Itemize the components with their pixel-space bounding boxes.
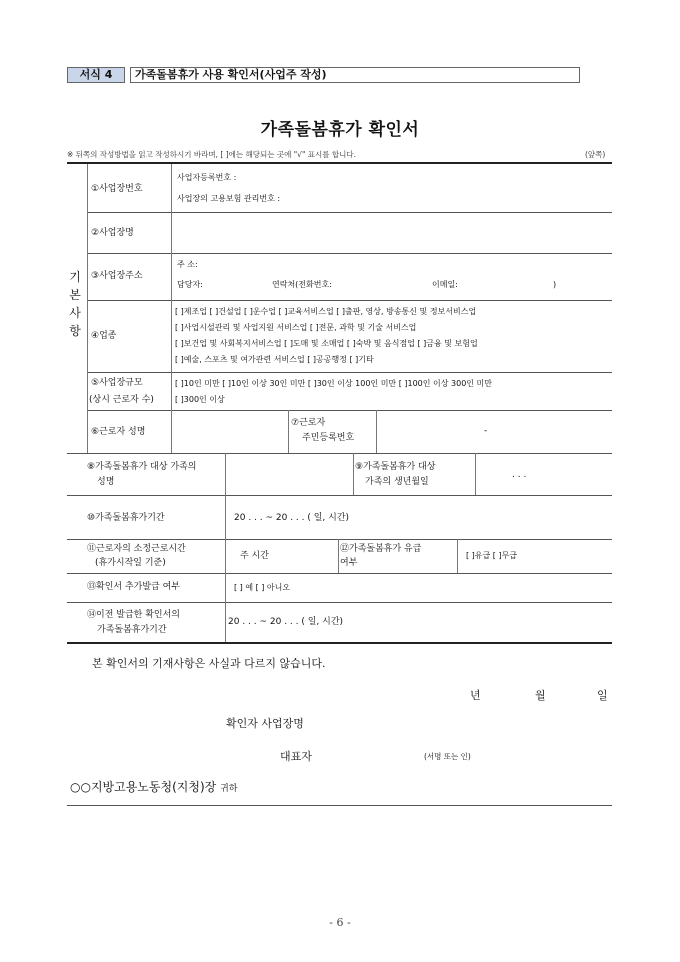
date-day[interactable]: 일 [597,689,608,702]
confirmation-statement: 본 확인서의 기재사항은 사실과 다르지 않습니다. [92,657,326,670]
form-number: 서식 4 [67,67,125,83]
manager-field[interactable]: 담당자: [177,280,203,289]
leave-period-label: ⑩가족돌봄휴가기간 [87,513,165,523]
divider [376,410,377,453]
business-registration-field[interactable]: 사업자등록번호 : [177,173,237,182]
industry-options-line[interactable]: [ ]예술, 스포츠 및 여가관련 서비스업 [ ]공공행정 [ ]기타 [175,355,374,364]
paid-status-options[interactable]: [ ]유급 [ ]무급 [466,551,518,560]
page-side-label: (앞쪽) [585,150,606,159]
representative-label: 대표자 [280,750,312,763]
worker-rrn-field[interactable]: - [484,426,488,436]
workplace-name-label: ②사업장명 [91,228,134,238]
divider [171,164,172,453]
email-field[interactable]: 이메일: [432,280,458,289]
family-name-sublabel: 성명 [97,477,115,487]
divider [338,539,339,573]
basic-info-side-label: 기 본 사 항 [69,270,81,338]
divider [353,453,354,495]
leave-period-field[interactable]: 20 . . . ~ 20 . . . ( 일, 시간) [234,513,350,523]
page-number: - 6 - [329,916,351,929]
divider [67,539,612,540]
worker-rrn-sublabel: 주민등록번호 [302,433,355,443]
industry-options-line[interactable]: [ ]제조업 [ ]건설업 [ ]운수업 [ ]교육서비스업 [ ]출판, 영상, 방송통신 및 정보서비스업 [175,307,477,316]
workplace-size-sublabel: (상시 근로자 수) [89,395,154,405]
divider [288,410,289,453]
worker-name-field[interactable] [175,414,283,448]
previous-period-sublabel: 가족돌봄휴가기간 [97,625,167,635]
worker-name-label: ⑥근로자 성명 [91,427,146,437]
workplace-number-label: ①사업장번호 [91,184,143,194]
workplace-size-options[interactable]: [ ]10인 미만 [ ]10인 이상 30인 미만 [ ]30인 이상 100인 미만 [ ]100인 이상 300인 미만 [175,379,493,388]
family-name-field[interactable] [229,457,349,491]
family-dob-label: ⑨가족돌봄휴가 대상 [355,462,436,472]
instruction-note: ※ 뒤쪽의 작성방법을 읽고 작성하시기 바라며, [ ]에는 해당되는 곳에 "√" 표시를 합니다. [67,150,357,159]
date-month[interactable]: 월 [535,689,546,702]
divider [67,453,612,454]
addressee [70,778,237,795]
divider [67,495,612,496]
previous-period-field[interactable]: 20 . . . ~ 20 . . . ( 일, 시간) [228,617,344,627]
paid-status-label: ⑫가족돌봄휴가 유급 [340,544,422,554]
industry-options-line[interactable]: [ ]보건업 및 사회복지서비스업 [ ]도매 및 소매업 [ ]숙박 및 음식점업 [ ]금융 및 보험업 [175,339,478,348]
industry-options-line[interactable]: [ ]사업시설관리 및 사업지원 서비스업 [ ]전문, 과학 및 기술 서비스업 [175,323,417,332]
divider [225,453,226,642]
signature-note[interactable]: (서명 또는 인) [424,752,471,761]
page-title: 가족돌봄휴가 확인서 [260,120,420,140]
contact-field[interactable]: 연락처(전화번호: [272,280,332,289]
divider [87,164,88,453]
prescribed-hours-sublabel: (휴가시작일 기준) [95,558,166,568]
insurance-number-field[interactable]: 사업장의 고용보험 관리번호 : [177,194,281,203]
issuer-workplace-label: 확인자 사업장명 [226,717,304,730]
workplace-size-label: ⑤사업장규모 [91,378,143,388]
workplace-name-field[interactable] [175,216,605,248]
family-dob-sublabel: 가족의 생년월일 [365,477,429,487]
date-year[interactable]: 년 [470,689,481,702]
worker-rrn-label: ⑦근로자 [291,418,326,428]
family-dob-field[interactable]: . . . [512,470,527,480]
additional-issue-label: ⑬확인서 추가발급 여부 [87,582,180,592]
divider [87,300,612,301]
divider [457,539,458,573]
footer-line [67,805,612,806]
workplace-address-label: ③사업장주소 [91,271,143,281]
additional-issue-options[interactable]: [ ] 예 [ ] 아니오 [234,583,291,592]
divider [475,453,476,495]
previous-period-label: ⑭이전 발급한 확인서의 [87,610,180,620]
divider [87,253,612,254]
form-header-title: 가족돌봄휴가 사용 확인서(사업주 작성) [130,67,580,83]
paid-status-sublabel: 여부 [340,558,358,568]
divider [87,212,612,213]
divider [87,372,612,373]
divider [67,573,612,574]
prescribed-hours-field[interactable]: 주 시간 [240,551,269,561]
office-name: ○○지방고용노동청(지청)장 [70,780,217,794]
honorific: 귀하 [220,784,238,794]
family-name-label: ⑧가족돌봄휴가 대상 가족의 [87,462,197,472]
divider [67,602,612,603]
address-field[interactable]: 주 소: [177,260,198,269]
table-bottom-border [67,642,612,644]
contact-close: ) [553,280,557,289]
workplace-size-options[interactable]: [ ]300인 이상 [175,395,225,404]
table-top-border [67,162,612,164]
industry-label: ④업종 [91,331,117,341]
divider [87,410,612,411]
prescribed-hours-label: ⑪근로자의 소정근로시간 [87,544,186,554]
